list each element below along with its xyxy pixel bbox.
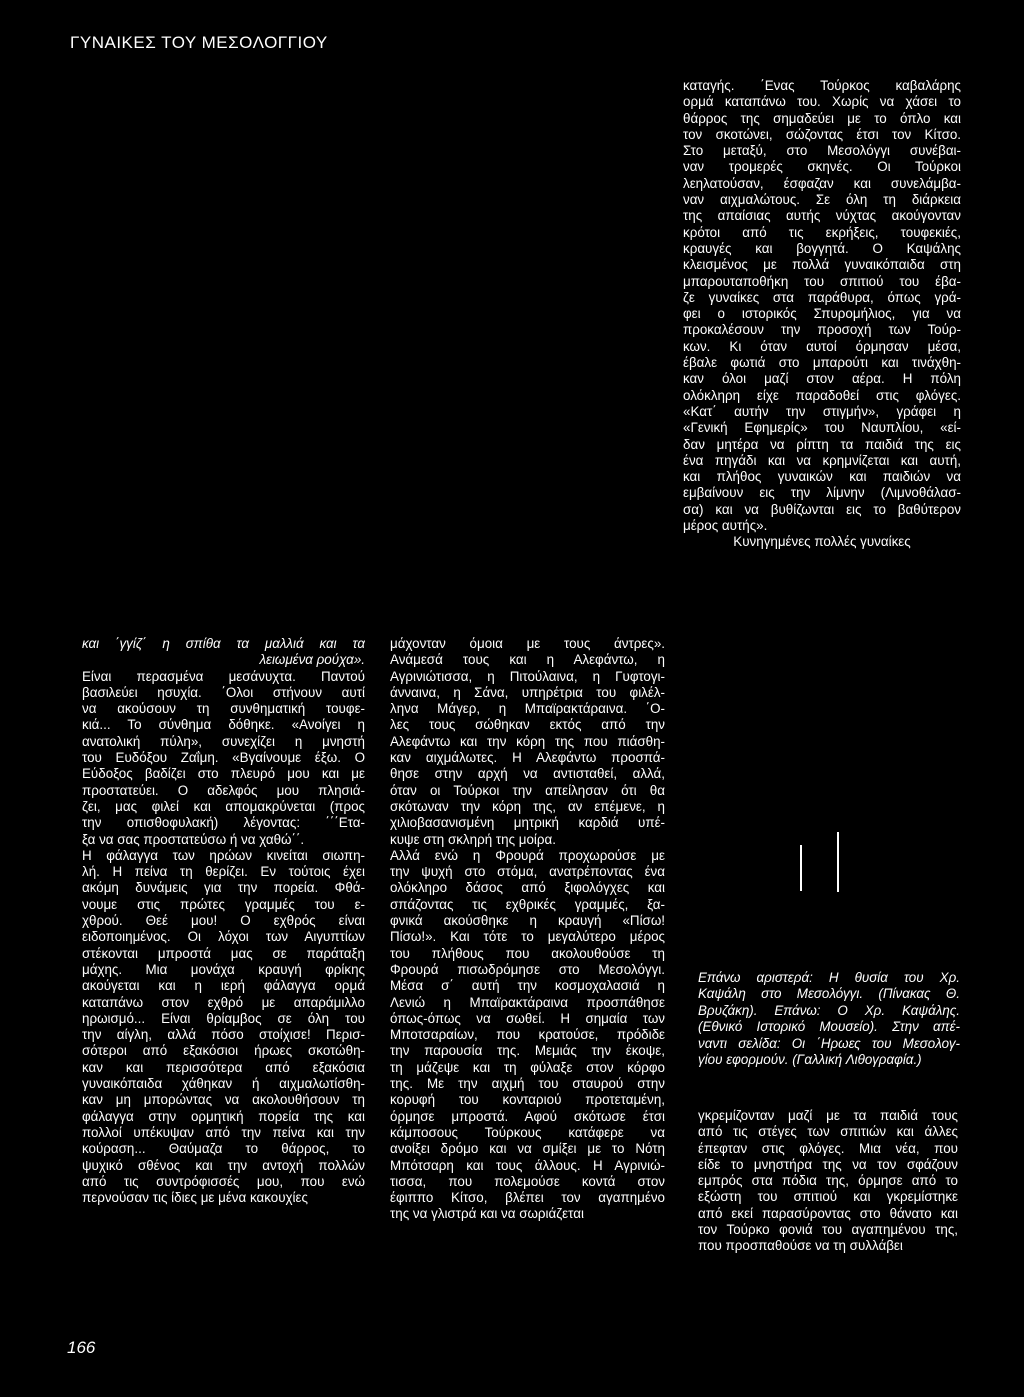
text-line: (Εθνικό Ιστορικό Μουσείο). Στην απέ-	[698, 1019, 960, 1035]
text-column-left	[82, 636, 365, 1206]
text-line: Επάνω αριστερά: Η θυσία του Χρ.	[698, 970, 960, 985]
text-line: άνναινα, η Σάνα, υπηρέτρια του φιλέλ-	[390, 684, 665, 700]
text-column-right-bottom	[698, 1108, 958, 1255]
text-line: περνούσαν τις ίδιες με μένα κακουχίες	[82, 1190, 308, 1206]
text-line: Μπότσαρη και τους άλλους. Η Αγρινιώ-	[390, 1157, 665, 1173]
text-line: σπάζοντας τις εχθρικές γραμμές, ξα-	[390, 896, 665, 912]
text-line: νουμε στις πρώτες γραμμές του ε-	[82, 896, 365, 912]
running-header: ΓΥΝΑΙΚΕΣ ΤΟΥ ΜΕΣΟΛΟΓΓΙΟΥ	[70, 33, 328, 52]
text-line: όρμησε μπροστά. Αφού σκότωσε έτσι	[390, 1108, 665, 1124]
text-line: σότεροι από εξακόσιοι ήρωες σκοτώθη-	[82, 1043, 365, 1059]
text-line: ζει, μας φιλεί και απομακρύνεται (προς	[82, 798, 365, 814]
text-line: ακόμη δυνάμεις για την πορεία. Φθά-	[82, 880, 365, 896]
text-line: όταν οι Τούρκοι την απείλησαν ότι θα	[390, 782, 665, 798]
text-line: προκαλέσουν την προσοχή των Τούρ-	[683, 322, 961, 338]
text-line: ψυχικό σθένος και την αντοχή πολλών	[82, 1157, 365, 1173]
text-line: την αίγλη, αλλά πόσο στοίχισε! Περισ-	[82, 1027, 365, 1043]
text-line: γκρεμίζονταν μαζί με τα παιδιά τους	[698, 1108, 958, 1123]
text-line: Αγρινιώτισσα, η Πιτούλαινα, η Γυφτογι-	[390, 668, 665, 684]
text-line: Βρυζάκη). Επάνω: Ο Χρ. Καψάλης.	[698, 1002, 960, 1018]
text-line: ορμά καταπάνω του. Χωρίς να χάσει το	[683, 94, 961, 110]
image-caption	[698, 970, 960, 1068]
text-line: έπεφταν στις φλόγες. Μια νέα, που	[698, 1140, 958, 1156]
text-line: μπαρουταποθήκη του σπιτιού του έβα-	[683, 273, 961, 289]
text-line: κλεισμένος με πολλά γυναικόπαιδα στη	[683, 257, 961, 273]
text-line: Εύδοξος βαδίζει στο πλευρό μου και με	[82, 766, 365, 782]
text-line: Καψάλη στο Μεσολόγγι. (Πίνακας Θ.	[698, 986, 960, 1002]
text-line: χιλιοβασανισμένη μητρική καρδιά υπέ-	[390, 815, 665, 831]
text-line: Λενιώ η Μπαϊρακτάραινα προσπάθησε	[390, 994, 665, 1010]
text-line: κων. Κι όταν αυτοί όρμησαν μέσα,	[683, 338, 961, 354]
text-line: λή. Η πείνα τη θερίζει. Εν τούτοις έχει	[82, 864, 365, 880]
text-line: ηρωισμό... Είναι θρίαμβος σε όλη του	[82, 1010, 365, 1026]
text-line: τη μάζεψε και τη φύλαξε στον κόρφο	[390, 1059, 665, 1075]
text-column-middle	[390, 636, 665, 1223]
text-line: ναν τρομερές σκηνές. Οι Τούρκοι	[683, 159, 961, 175]
text-line: και ΄γγίζ΄ η σπίθα τα μαλλιά και τα	[82, 636, 365, 651]
text-line: εμπρός στα πόδια της, όρμησε από το	[698, 1173, 958, 1189]
text-line: από εκεί παρασύροντας στο θάνατο και	[698, 1205, 958, 1221]
text-line: καν και περισσότερα από εξακόσια	[82, 1059, 365, 1075]
text-line: μάχης. Μια μονάχα κραυγή φρίκης	[82, 961, 365, 977]
text-line: ακούγεται και η ιερή φάλαγγα ορμά	[82, 978, 365, 994]
text-line: Ανάμεσά τους και η Αλεφάντω, η	[390, 652, 665, 668]
text-line: κρότοι από τις εκρήξεις, τουφεκιές,	[683, 224, 961, 240]
text-line: κούραση... Θαύμαζα το θάρρος, το	[82, 1141, 365, 1157]
text-line: Αλεφάντω και την κόρη της που πιάσθη-	[390, 733, 665, 749]
text-line: λεηλατούσαν, έσφαζαν και συνελάμβα-	[683, 175, 961, 191]
text-line: του Ευδόξου Ζαΐμη. «Βγαίνουμε έξω. Ο	[82, 750, 365, 766]
text-line: εμβαίνουν εις την λίμνην (Λιμνοθάλασ-	[683, 485, 961, 501]
text-line: την παρουσία της. Μεμιάς την έκοψε,	[390, 1043, 665, 1059]
text-line: Μποτσαραίων, που κρατούσε, πρόδιδε	[390, 1027, 665, 1043]
text-line: λειωμένα ρούχα».	[259, 652, 365, 668]
text-line: καν αιχμάλωτες. Η Αλεφάντω προσπά-	[390, 750, 665, 766]
text-line: της να γλιστρά και να σωριάζεται	[390, 1206, 584, 1222]
text-line: ξα να σας προστατεύσω ή να χαθώ΄΄.	[82, 831, 305, 847]
text-line: της. Με την αιχμή του σταυρού στην	[390, 1076, 665, 1092]
text-line: καν μη μπορώντας να ακολουθήσουν τη	[82, 1092, 365, 1108]
text-line: μέρος αυτής».	[683, 518, 768, 534]
text-line: κορυφή του κονταριού προτεταμένη,	[390, 1092, 665, 1108]
text-line: πολλοί υπέκυψαν από την πείνα και την	[82, 1124, 365, 1140]
text-line: ειδοποιημένος. Οι λόχοι των Αιγυπτίων	[82, 929, 365, 945]
text-line: ναν αιχμαλώτους. Σε όλη τη διάρκεια	[683, 192, 961, 208]
text-line: κυψε στη σκληρή της μοίρα.	[390, 831, 556, 847]
text-line: «Κατ΄ αυτήν την στιγμήν», γράφει η	[683, 403, 961, 419]
text-line: ναντι σελίδα: Οι ΄Ηρωες του Μεσολογ-	[698, 1035, 960, 1051]
text-line: Αλλά ενώ η Φρουρά προχωρούσε με	[390, 847, 665, 863]
text-line: σκότωναν την κόρη της, αν επέμενε, η	[390, 798, 665, 814]
text-line: κιά... Το σύνθημα δόθηκε. «Ανοίγει η	[82, 717, 365, 733]
text-line: από τις στέγες των σπιτιών και άλλες	[698, 1124, 958, 1140]
text-line: βασιλεύει ησυχία. ΄Ολοι στήνουν αυτί	[82, 684, 365, 700]
text-line: φάλαγγα στην ορμητική πορεία της και	[82, 1108, 365, 1124]
text-line: που προσπαθούσε να τη συλλάβει	[698, 1238, 903, 1254]
text-line: εξώστη του σπιτιού και γκρεμίστηκε	[698, 1189, 958, 1205]
text-line: είδε το μνηστήρα της να τον σφάζουν	[698, 1156, 958, 1172]
text-line: τον σκοτώνει, σώζοντας έτσι τον Κίτσο.	[683, 126, 961, 142]
text-line: έφιππο Κίτσο, βλέπει τον αγαπημένο	[390, 1190, 665, 1206]
text-line: Πίσω!». Και τότε το μεγαλύτερο μέρος	[390, 929, 665, 945]
text-line: γίου εφορμούν. (Γαλλική Λιθογραφία.)	[698, 1052, 922, 1068]
text-line: λες τους σώθηκαν εκτός από την	[390, 717, 665, 733]
text-line: σα) και να βυθίζωνται εις το βαθύτερον	[683, 501, 961, 517]
text-line: Μέσα σ΄ αυτή την κοσμοχαλασιά η	[390, 978, 665, 994]
text-line: του πλήθους που ακολουθούσε τη	[390, 945, 665, 961]
text-line: από τις συντρόφισσές μου, που ενώ	[82, 1173, 365, 1189]
text-line: την ψυχή στο στόμα, ανατρέποντας ένα	[390, 864, 665, 880]
text-line: και πλήθος γυναικών και παιδιών να	[683, 469, 961, 485]
image-edge-mark	[800, 845, 802, 891]
text-line: να ακούσουν τη συνθηματική τουφε-	[82, 701, 365, 717]
text-line: φει ο ιστορικός Σπυρομήλιος, για να	[683, 306, 961, 322]
text-line: τον Τούρκο φονιά του αγαπημένου της,	[698, 1222, 958, 1238]
text-line: κάμποσους Τούρκους κατάφερε να	[390, 1124, 665, 1140]
text-line: ληνα Μάγερ, η Μπαϊρακτάραινα. ΄Ο-	[390, 701, 665, 717]
text-line: την οπισθοφυλακή) λέγοντας: ΄΄΄Ετα-	[82, 815, 365, 831]
text-line: στέκονται μπροστά μας σε παράταξη	[82, 945, 365, 961]
text-line: Κυνηγημένες πολλές γυναίκες	[733, 534, 911, 550]
text-line: όπως-όπως να σωθεί. Η σημαία των	[390, 1010, 665, 1026]
text-line: ζε γυναίκες στα παράθυρα, όπως γρά-	[683, 289, 961, 305]
text-line: ολόκληρη είχε παραδοθεί στις φλόγες.	[683, 387, 961, 403]
text-line: της απαίσιας αυτής νύχτας ακούγονταν	[683, 208, 961, 224]
text-line: Φρουρά πισωδρόμησε στο Μεσολόγγι.	[390, 961, 665, 977]
text-column-right-top	[683, 78, 961, 551]
text-line: καν όλοι μαζί στον αέρα. Η πόλη	[683, 371, 961, 387]
text-line: καταγής. ΄Ενας Τούρκος καβαλάρης	[683, 78, 961, 93]
text-line: χθρού. Θεέ μου! Ο εχθρός είναι	[82, 913, 365, 929]
text-line: Η φάλαγγα των ηρώων κινείται σιωπη-	[82, 847, 365, 863]
text-line: ένα πηγάδι και να κρημνίζεται και αυτή,	[683, 452, 961, 468]
text-line: Στο μεταξύ, στο Μεσολόγγι συνέβαι-	[683, 143, 961, 159]
text-line: καταπάνω στον εχθρό με απαράμιλλο	[82, 994, 365, 1010]
text-line: γυναικόπαιδα χάθηκαν ή αιχμαλωτίσθη-	[82, 1076, 365, 1092]
text-line: μάχονταν όμοια με τους άντρες».	[390, 636, 665, 651]
text-line: ολόκληρο δάσος από ξιφολόγχες και	[390, 880, 665, 896]
text-line: «Γενική Εφημερίς» του Ναυπλίου, «εί-	[683, 420, 961, 436]
page-number: 166	[67, 1338, 96, 1357]
text-line: κραυγές και βογγητά. Ο Καψάλης	[683, 240, 961, 256]
text-line: δαν μητέρα να ρίπτη τα παιδιά της εις	[683, 436, 961, 452]
image-edge-mark	[837, 832, 839, 892]
text-line: φνικά ακούσθηκε η κραυγή «Πίσω!	[390, 913, 665, 929]
text-line: προστατεύει. Ο αδελφός μου πλησιά-	[82, 782, 365, 798]
text-line: θησε στην αρχή να αντισταθεί, αλλά,	[390, 766, 665, 782]
text-line: Είναι περασμένα μεσάνυχτα. Παντού	[82, 668, 365, 684]
text-line: θάρρος της σημαδεύει με το όπλο και	[683, 110, 961, 126]
text-line: τισσα, που πολεμούσε κοντά στον	[390, 1173, 665, 1189]
text-line: έβαλε φωτιά στο μπαρούτι και τινάχθη-	[683, 355, 961, 371]
text-line: ανατολική πύλη», συνεχίζει η μνηστή	[82, 733, 365, 749]
text-line: ανοίξει δρόμο και να σμίξει με το Νότη	[390, 1141, 665, 1157]
